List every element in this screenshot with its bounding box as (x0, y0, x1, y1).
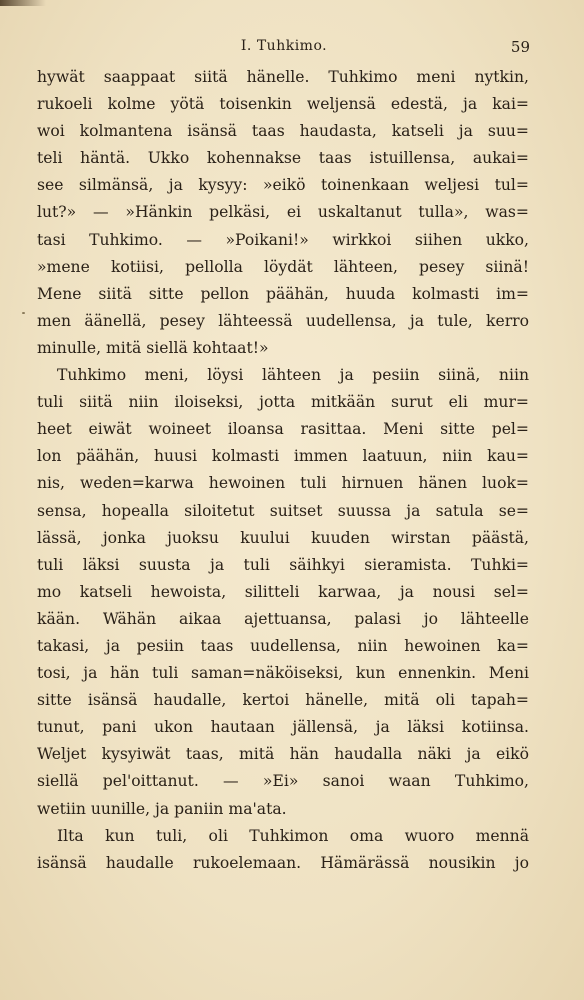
text-line: Ilta kun tuli, oli Tuhkimon oma wuoro mennä (57, 826, 529, 845)
text-line: hywät saappaat siitä hänelle. Tuhkimo meni nytkin, (37, 68, 529, 86)
paper-speck (22, 312, 25, 314)
text-line: see silmänsä, ja kysyy: »eikö toinenkaan weljesi tul= (37, 176, 529, 195)
running-head (38, 38, 530, 58)
text-line: tosi, ja hän tuli saman=näköiseksi, kun ennenkin. Meni (37, 664, 529, 683)
text-line: Tuhkimo meni, löysi lähteen ja pesiin siinä, niin (57, 366, 529, 385)
text-line: tunut, pani ukon hautaan jällensä, ja läksi kotiinsa. (37, 718, 529, 737)
text-line: Mene siitä sitte pellon päähän, huuda kolmasti im= (37, 284, 529, 303)
text-line: rukoeli kolme yötä toisenkin weljensä edestä, ja kai= (37, 95, 529, 114)
text-line: sensa, hopealla siloitetut suitset suussa ja satula se= (37, 501, 529, 520)
text-line: lässä, jonka juoksu kuului kuuden wirstan päästä, (37, 528, 529, 547)
text-line: mo katseli hewoista, silitteli karwaa, ja nousi sel= (37, 582, 529, 601)
running-title: I. Tuhkimo. (240, 38, 328, 54)
text-line: kään. Wähän aikaa ajettuansa, palasi jo lähteelle (37, 609, 529, 628)
text-line: woi kolmantena isänsä taas haudasta, katseli ja suu= (37, 122, 529, 141)
text-line: tuli siitä niin iloiseksi, jotta mitkään surut eli mur= (37, 393, 529, 412)
text-line: nis, weden=karwa hewoinen tuli hirnuen hänen luok= (37, 474, 529, 493)
body-text (37, 64, 529, 877)
text-line: tasi Tuhkimo. — »Poikani!» wirkkoi siihen ukko, (37, 230, 529, 249)
text-line: sitte isänsä haudalle, kertoi hänelle, mitä oli tapah= (37, 691, 529, 710)
page-number: 59 (510, 38, 530, 56)
text-line: heet eiwät woineet iloansa rasittaa. Meni sitte pel= (37, 420, 529, 439)
text-line: »mene kotiisi, pellolla löydät lähteen, pesey siinä! (37, 257, 529, 276)
text-line: minulle, mitä siellä kohtaat!» (37, 338, 269, 357)
text-line: siellä pel'oittanut. — »Ei» sanoi waan Tuhkimo, (37, 772, 529, 791)
text-line: isänsä haudalle rukoelemaan. Hämärässä nousikin jo (37, 853, 529, 872)
text-line: wetiin uunille, ja paniin ma'ata. (37, 799, 287, 818)
text-line: takasi, ja pesiin taas uudellensa, niin hewoinen ka= (37, 636, 529, 655)
text-line: lut?» — »Hänkin pelkäsi, ei uskaltanut tulla», was= (37, 203, 529, 222)
text-line: men äänellä, pesey lähteessä uudellensa, ja tule, kerro (37, 311, 529, 330)
text-line: Weljet kysyiwät taas, mitä hän haudalla näki ja eikö (37, 745, 529, 764)
text-line: lon päähän, huusi kolmasti immen laatuun, niin kau= (37, 447, 529, 466)
text-line: tuli läksi suusta ja tuli säihkyi sieramista. Tuhki= (37, 555, 529, 574)
text-line: teli häntä. Ukko kohennakse taas istuillensa, aukai= (37, 149, 529, 168)
page-edge-mark (0, 0, 46, 6)
